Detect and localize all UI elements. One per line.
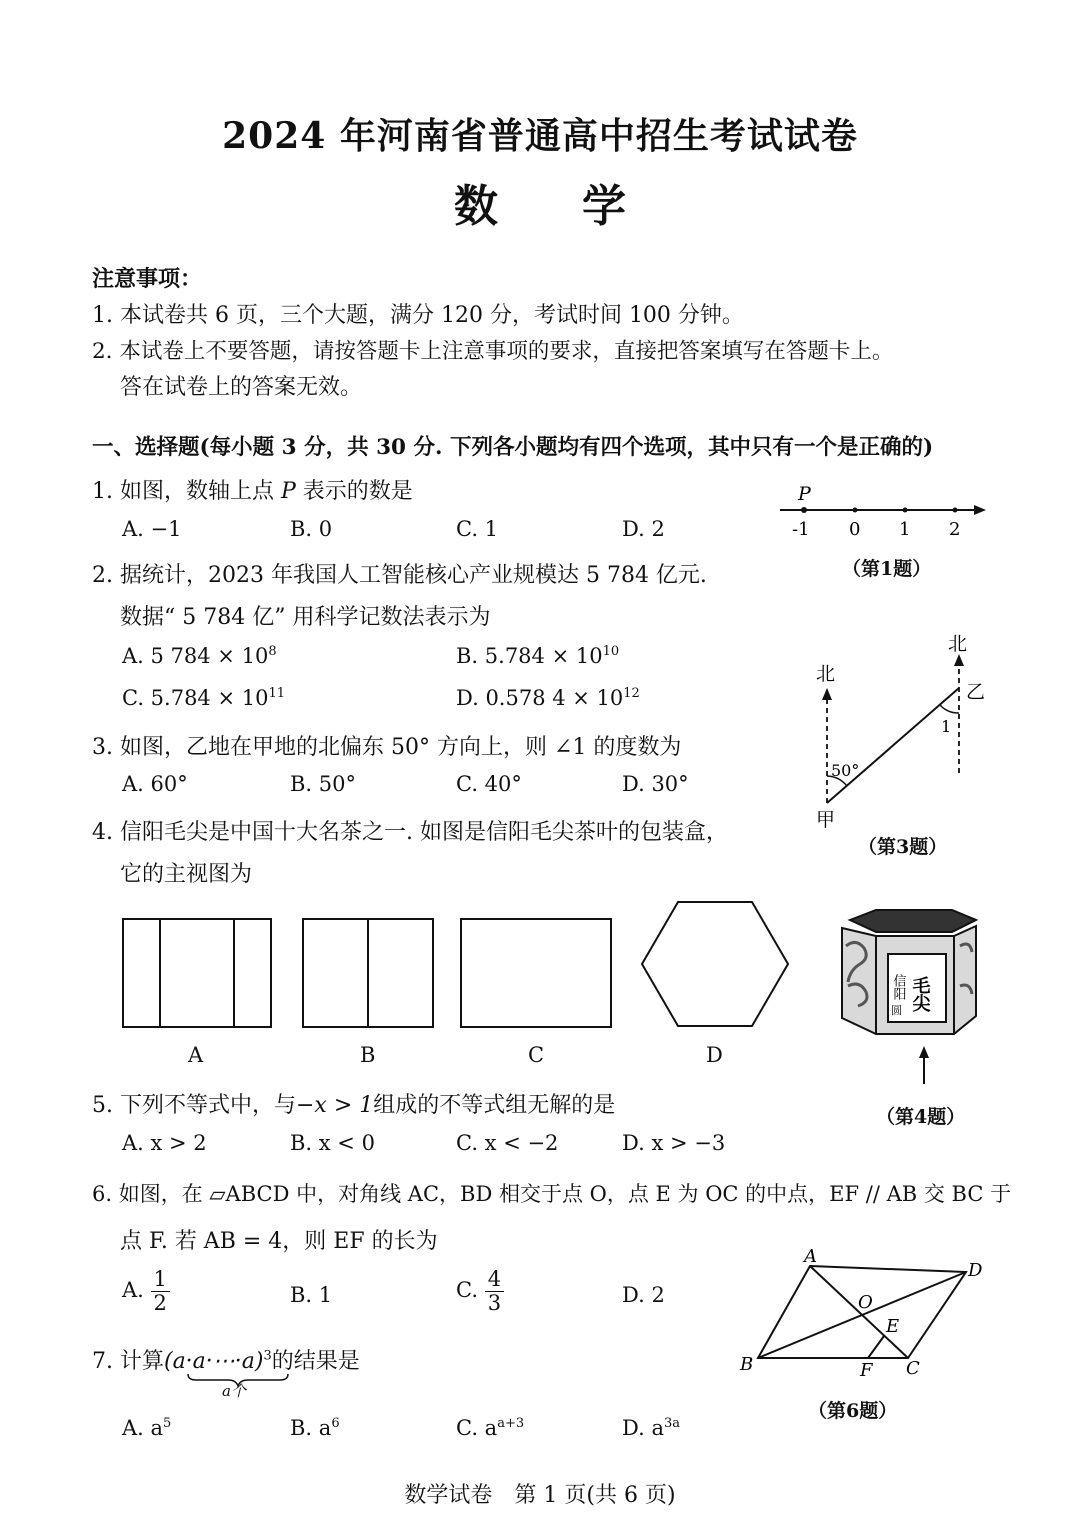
underbrace-label: a个	[222, 1382, 246, 1400]
vertex-c-label: C	[906, 1358, 920, 1379]
q6-option-d: D. 2	[622, 1283, 665, 1307]
bearing-figure	[800, 628, 1010, 838]
figure-6-caption: （第6题）	[808, 1400, 898, 1422]
q1-option-b: B. 0	[290, 517, 333, 541]
point-e-label: E	[886, 1316, 900, 1337]
q4-label-b: B	[360, 1043, 376, 1067]
page-footer: 数学试卷 第 1 页(共 6 页)	[404, 1483, 676, 1508]
vertex-b-label: B	[740, 1354, 754, 1375]
q3-option-d: D. 30°	[622, 772, 689, 796]
yi-label: 乙	[966, 681, 986, 703]
question-2-stem: 2. 据统计，2023 年我国人工智能核心产业规模达 5 784 亿元.	[92, 563, 707, 588]
q2-option-c: C. $5.784 \times 10^{11}$	[122, 686, 286, 710]
question-3-stem: 3. 如图，乙地在甲地的北偏东 50° 方向上，则 ∠1 的度数为	[92, 735, 682, 760]
q5-option-d: D. x > −3	[622, 1131, 726, 1155]
q5-option-c: C. x < −2	[456, 1131, 559, 1155]
number-line-figure	[770, 478, 1000, 548]
q5-option-b: B. x < 0	[290, 1131, 375, 1155]
box-text-xinyang: 信阳	[890, 974, 906, 1000]
tea-box-illustration	[836, 906, 986, 1091]
point-o-label: O	[858, 1292, 873, 1313]
question-1-stem: 1. 如图，数轴上点 P 表示的数是	[92, 479, 413, 504]
north-arrow-yi	[954, 654, 964, 666]
point-f-label: F	[860, 1360, 873, 1381]
tick-label: -1	[792, 519, 810, 540]
q3-option-c: C. 40°	[456, 772, 522, 796]
segment-ef	[868, 1336, 884, 1358]
box-text-seal: 圆	[891, 1004, 902, 1017]
question-4-stem: 4. 信阳毛尖是中国十大名茶之一. 如图是信阳毛尖茶叶的包装盒，	[92, 820, 728, 845]
tick-label: 0	[849, 519, 861, 540]
question-4-stem-cont: 它的主视图为	[120, 862, 253, 887]
q3-option-b: B. 50°	[290, 772, 357, 796]
notice-item-2-cont: 答在试卷上的答案无效。	[120, 375, 363, 400]
vertex-a-label: A	[804, 1246, 817, 1267]
q7-option-b: B. $a^6$	[290, 1416, 340, 1440]
notice-item-1: 1. 本试卷共 6 页，三个大题，满分 120 分，考试时间 100 分钟。	[92, 303, 744, 328]
notice-heading: 注意事项：	[92, 266, 203, 292]
tick-label: 2	[949, 519, 961, 540]
q6-option-c: C. $\frac{4}{3}$	[456, 1268, 504, 1315]
section-heading: 一、选择题(每小题 3 分，共 30 分. 下列各小题均有四个选项，其中只有一个是正确的)	[92, 435, 934, 460]
vertex-d-label: D	[968, 1260, 983, 1281]
q4-view-b	[302, 918, 434, 1030]
q2-option-b: B. $5.784 \times 10^{10}$	[456, 644, 620, 668]
point-p-label: P	[798, 483, 811, 505]
q1-option-c: C. 1	[456, 517, 499, 541]
q4-view-c	[460, 918, 612, 1030]
number-line-arrow	[974, 505, 986, 515]
q7-option-d: D. $a^{3a}$	[622, 1416, 680, 1440]
question-7-stem: 7. 计算(a·a·⋯·a)$^3$的结果是	[92, 1348, 360, 1374]
tick-label: 1	[899, 519, 911, 540]
exam-title: 2024 年河南省普通高中招生考试试卷	[222, 115, 858, 157]
q2-option-d: D. 0.578 $4 \times 10^{12}$	[456, 686, 640, 710]
question-5-stem: 5. 下列不等式中，与−x > 1组成的不等式组无解的是	[92, 1093, 616, 1118]
question-2-stem-cont: 数据“ 5 784 亿” 用科学记数法表示为	[120, 605, 491, 630]
north-arrow-jia	[822, 688, 832, 700]
jia-label: 甲	[816, 809, 836, 831]
angle-1-arc	[940, 705, 959, 713]
north-label: 北	[948, 633, 968, 655]
subject-title: 数学	[454, 181, 710, 232]
q6-option-b: B. 1	[290, 1283, 333, 1307]
q7-option-a: A. $a^5$	[122, 1416, 172, 1440]
figure-1-caption: （第1题）	[842, 558, 932, 580]
box-text-maojian: 毛尖	[909, 976, 931, 1012]
q4-label-a: A	[188, 1043, 204, 1067]
q4-view-a	[122, 918, 272, 1030]
question-6-stem: 6. 如图，在 ▱ABCD 中，对角线 AC，BD 相交于点 O，点 E 为 OC 的中点，EF // AB 交 BC 于	[92, 1182, 1012, 1206]
q1-option-a: A. −1	[122, 517, 182, 541]
q7-option-c: C. $a^{a+3}$	[456, 1416, 525, 1440]
figure-3-caption: （第3题）	[858, 836, 948, 858]
angle-50-label: 50°	[831, 761, 860, 780]
diagonal-bd	[758, 1272, 966, 1358]
point-p-dot	[801, 507, 807, 513]
q5-option-a: A. x > 2	[122, 1131, 207, 1155]
q1-option-d: D. 2	[622, 517, 665, 541]
parallelogram-figure	[730, 1248, 1000, 1388]
q4-label-c: C	[528, 1043, 545, 1067]
figure-4-caption: （第4题）	[876, 1106, 966, 1128]
angle-1-label: 1	[941, 717, 952, 736]
notice-item-2: 2. 本试卷上不要答题，请按答题卡上注意事项的要求，直接把答案填写在答题卡上。	[92, 339, 894, 364]
north-label: 北	[816, 663, 836, 685]
q4-label-d: D	[706, 1043, 723, 1067]
q4-view-d	[640, 900, 790, 1030]
q2-option-a: A. 5 $784 \times 10^8$	[122, 644, 277, 668]
q6-option-a: A. $\frac{1}{2}$	[122, 1268, 170, 1315]
q3-option-a: A. 60°	[122, 772, 188, 796]
question-6-stem-cont: 点 F. 若 AB = 4，则 EF 的长为	[120, 1229, 438, 1254]
